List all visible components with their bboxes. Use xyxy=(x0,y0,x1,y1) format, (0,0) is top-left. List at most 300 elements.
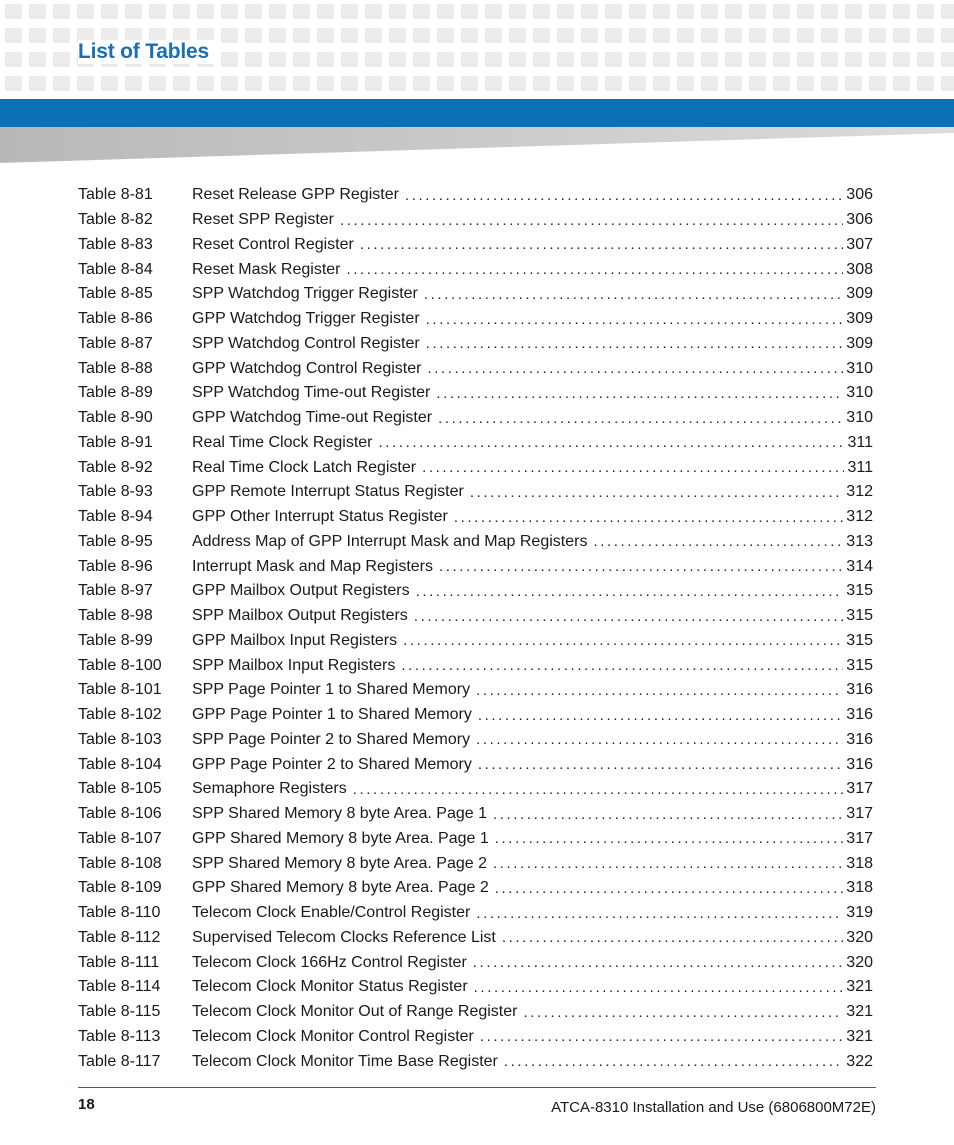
grid-cell xyxy=(389,28,406,43)
grid-cell xyxy=(461,52,478,67)
toc-entry-number: Table 8-88 xyxy=(78,359,153,377)
toc-entry-page: 317 xyxy=(846,780,873,798)
toc-entry-leader xyxy=(493,806,843,823)
toc-entry-page: 315 xyxy=(846,582,873,600)
grid-cell xyxy=(461,76,478,91)
toc-entry-number: Table 8-86 xyxy=(78,310,153,328)
toc-entry[interactable] xyxy=(78,480,873,505)
grid-cell xyxy=(581,4,598,19)
toc-entry-leader xyxy=(426,311,844,328)
grid-cell xyxy=(557,52,574,67)
grid-cell xyxy=(485,76,502,91)
grid-cell xyxy=(677,52,694,67)
toc-entry[interactable] xyxy=(78,728,873,753)
grid-cell xyxy=(701,52,718,67)
toc-entry[interactable] xyxy=(78,455,873,480)
header-blue-band xyxy=(0,99,954,127)
toc-entry-page: 316 xyxy=(846,755,873,773)
toc-entry-leader xyxy=(426,335,844,352)
grid-cell xyxy=(893,4,910,19)
toc-entry-leader xyxy=(478,707,843,724)
toc-entry-title: GPP Page Pointer 2 to Shared Memory xyxy=(192,755,472,773)
grid-cell xyxy=(53,76,70,91)
grid-cell xyxy=(845,28,862,43)
toc-entry-leader xyxy=(593,533,843,550)
grid-cell xyxy=(605,4,622,19)
toc-entry-leader xyxy=(379,434,845,451)
grid-cell xyxy=(773,28,790,43)
grid-cell xyxy=(269,4,286,19)
toc-entry-number: Table 8-85 xyxy=(78,285,153,303)
toc-entry-leader xyxy=(470,484,843,501)
grid-cell xyxy=(533,52,550,67)
grid-cell xyxy=(317,52,334,67)
grid-cell xyxy=(413,76,430,91)
toc-entry-title: SPP Mailbox Input Registers xyxy=(192,656,396,674)
grid-cell xyxy=(413,4,430,19)
toc-entry-page: 320 xyxy=(846,953,873,971)
page-title: List of Tables xyxy=(78,40,215,64)
grid-cell xyxy=(365,76,382,91)
toc-entry[interactable] xyxy=(78,381,873,406)
toc-entry[interactable] xyxy=(78,307,873,332)
toc-entry[interactable] xyxy=(78,406,873,431)
grid-cell xyxy=(269,76,286,91)
toc-entry-number: Table 8-112 xyxy=(78,928,161,946)
toc-entry-leader xyxy=(401,657,843,674)
grid-cell xyxy=(797,76,814,91)
toc-entry-number: Table 8-104 xyxy=(78,755,162,773)
grid-cell xyxy=(221,52,238,67)
toc-entry-number: Table 8-110 xyxy=(78,904,161,922)
toc-entry[interactable] xyxy=(78,975,873,1000)
toc-entry-page: 315 xyxy=(846,656,873,674)
grid-cell xyxy=(365,52,382,67)
grid-cell xyxy=(485,28,502,43)
toc-entry-title: GPP Watchdog Time-out Register xyxy=(192,409,433,427)
grid-cell xyxy=(701,28,718,43)
grid-cell xyxy=(533,28,550,43)
toc-entry-page: 313 xyxy=(846,532,873,550)
toc-entry-title: GPP Shared Memory 8 byte Area. Page 1 xyxy=(192,829,489,847)
grid-cell xyxy=(653,28,670,43)
toc-entry[interactable] xyxy=(78,282,873,307)
toc-entry-leader xyxy=(476,682,843,699)
grid-cell xyxy=(29,76,46,91)
toc-entry[interactable] xyxy=(78,505,873,530)
toc-entry-title: Reset SPP Register xyxy=(192,211,334,229)
grid-cell xyxy=(221,28,238,43)
grid-cell xyxy=(917,52,934,67)
toc-entry-page: 307 xyxy=(846,235,873,253)
grid-cell xyxy=(653,4,670,19)
toc-entry-number: Table 8-108 xyxy=(78,854,162,872)
grid-cell xyxy=(533,4,550,19)
grid-cell xyxy=(797,28,814,43)
toc-entry-number: Table 8-96 xyxy=(78,557,153,575)
toc-entry-title: SPP Page Pointer 2 to Shared Memory xyxy=(192,730,471,748)
toc-entry[interactable] xyxy=(78,356,873,381)
grid-cell xyxy=(389,4,406,19)
grid-cell xyxy=(725,76,742,91)
toc-entry-page: 321 xyxy=(846,978,873,996)
grid-cell xyxy=(125,76,142,91)
toc-entry-leader xyxy=(438,410,843,427)
footer-document-title: ATCA-8310 Installation and Use (6806800M72E) xyxy=(551,1099,876,1116)
toc-entry-leader xyxy=(360,236,843,253)
grid-cell xyxy=(845,52,862,67)
toc-entry-leader xyxy=(405,187,843,204)
grid-cell xyxy=(605,52,622,67)
grid-cell xyxy=(317,76,334,91)
toc-entry[interactable] xyxy=(78,183,873,208)
toc-entry-leader xyxy=(476,731,843,748)
toc-entry-page: 306 xyxy=(846,186,873,204)
toc-entry-leader xyxy=(454,509,843,526)
toc-entry-number: Table 8-105 xyxy=(78,780,162,798)
header-gray-wedge xyxy=(0,127,954,163)
grid-cell xyxy=(317,28,334,43)
grid-cell xyxy=(677,28,694,43)
toc-entry-title: GPP Mailbox Output Registers xyxy=(192,582,410,600)
grid-cell xyxy=(677,76,694,91)
toc-entry-leader xyxy=(416,583,844,600)
grid-cell xyxy=(53,52,70,67)
grid-cell xyxy=(629,4,646,19)
toc-entry-title: GPP Remote Interrupt Status Register xyxy=(192,483,464,501)
grid-cell xyxy=(869,4,886,19)
toc-entry-title: Telecom Clock Enable/Control Register xyxy=(192,904,471,922)
toc-entry-title: SPP Shared Memory 8 byte Area. Page 2 xyxy=(192,854,487,872)
grid-cell xyxy=(341,52,358,67)
grid-cell xyxy=(653,52,670,67)
toc-entry[interactable] xyxy=(78,233,873,258)
toc-entry-number: Table 8-100 xyxy=(78,656,162,674)
grid-cell xyxy=(341,76,358,91)
grid-cell xyxy=(917,4,934,19)
toc-entry-number: Table 8-91 xyxy=(78,433,153,451)
toc-entry-title: Telecom Clock Monitor Time Base Register xyxy=(192,1052,498,1070)
toc-entry[interactable] xyxy=(78,777,873,802)
grid-cell xyxy=(245,4,262,19)
toc-entry-leader xyxy=(478,756,843,773)
grid-cell xyxy=(293,52,310,67)
toc-entry-title: GPP Mailbox Input Registers xyxy=(192,631,398,649)
grid-cell xyxy=(509,52,526,67)
grid-cell xyxy=(749,4,766,19)
grid-cell xyxy=(725,4,742,19)
toc-entry-leader xyxy=(439,558,843,575)
grid-cell xyxy=(821,28,838,43)
grid-cell xyxy=(677,4,694,19)
toc-entry[interactable] xyxy=(78,604,873,629)
grid-cell xyxy=(533,76,550,91)
grid-cell xyxy=(749,52,766,67)
toc-entry-leader xyxy=(495,830,844,847)
toc-entry[interactable] xyxy=(78,257,873,282)
grid-cell xyxy=(509,76,526,91)
grid-cell xyxy=(893,52,910,67)
grid-cell xyxy=(725,52,742,67)
grid-cell xyxy=(821,76,838,91)
grid-cell xyxy=(389,52,406,67)
grid-cell xyxy=(53,4,70,19)
toc-entry-title: Supervised Telecom Clocks Reference List xyxy=(192,928,496,946)
grid-cell xyxy=(605,28,622,43)
toc-entry-title: GPP Watchdog Control Register xyxy=(192,359,422,377)
toc-entry-leader xyxy=(353,781,844,798)
toc-entry-leader xyxy=(347,261,844,278)
grid-cell xyxy=(509,4,526,19)
toc-entry-number: Table 8-84 xyxy=(78,260,153,278)
grid-cell xyxy=(149,4,166,19)
grid-cell xyxy=(341,4,358,19)
toc-entry-page: 310 xyxy=(846,384,873,402)
grid-cell xyxy=(293,28,310,43)
toc-entry-leader xyxy=(436,385,843,402)
toc-entry-page: 309 xyxy=(846,285,873,303)
grid-cell xyxy=(437,4,454,19)
toc-entry[interactable] xyxy=(78,629,873,654)
toc-entry[interactable] xyxy=(78,431,873,456)
toc-entry-title: SPP Watchdog Time-out Register xyxy=(192,384,431,402)
toc-entry-number: Table 8-114 xyxy=(78,978,161,996)
toc-entry[interactable] xyxy=(78,653,873,678)
grid-cell xyxy=(821,4,838,19)
toc-entry-number: Table 8-90 xyxy=(78,409,153,427)
toc-entry-title: Semaphore Registers xyxy=(192,780,347,798)
grid-cell xyxy=(797,4,814,19)
grid-cell xyxy=(293,4,310,19)
toc-entry-number: Table 8-95 xyxy=(78,532,153,550)
grid-cell xyxy=(773,4,790,19)
grid-cell xyxy=(77,4,94,19)
toc-entry[interactable] xyxy=(78,703,873,728)
toc-entry[interactable] xyxy=(78,950,873,975)
grid-cell xyxy=(437,52,454,67)
toc-entry-leader xyxy=(474,979,844,996)
grid-cell xyxy=(725,28,742,43)
toc-entry-number: Table 8-107 xyxy=(78,829,162,847)
toc-entry-title: Real Time Clock Register xyxy=(192,433,373,451)
grid-cell xyxy=(245,28,262,43)
grid-cell xyxy=(869,76,886,91)
toc-entry-page: 309 xyxy=(846,310,873,328)
grid-cell xyxy=(869,28,886,43)
grid-cell xyxy=(485,52,502,67)
grid-cell xyxy=(29,28,46,43)
grid-cell xyxy=(173,4,190,19)
toc-entry-number: Table 8-94 xyxy=(78,508,153,526)
grid-cell xyxy=(5,52,22,67)
toc-entry-number: Table 8-97 xyxy=(78,582,153,600)
grid-cell xyxy=(293,76,310,91)
toc-entry-leader xyxy=(422,459,844,476)
grid-cell xyxy=(893,28,910,43)
toc-entry[interactable] xyxy=(78,530,873,555)
grid-cell xyxy=(341,28,358,43)
toc-entry-page: 315 xyxy=(846,631,873,649)
grid-cell xyxy=(365,4,382,19)
grid-cell xyxy=(485,4,502,19)
grid-cell xyxy=(461,4,478,19)
grid-cell xyxy=(221,4,238,19)
grid-cell xyxy=(269,52,286,67)
grid-cell xyxy=(917,76,934,91)
toc-entry-title: Address Map of GPP Interrupt Mask and Map Registers xyxy=(192,532,588,550)
footer-rule xyxy=(78,1087,876,1088)
toc-entry[interactable] xyxy=(78,926,873,951)
toc-entry[interactable] xyxy=(78,579,873,604)
grid-cell xyxy=(269,28,286,43)
toc-entry-page: 312 xyxy=(846,483,873,501)
toc-entry-page: 317 xyxy=(846,805,873,823)
grid-cell xyxy=(365,28,382,43)
toc-entry[interactable] xyxy=(78,851,873,876)
toc-entry-leader xyxy=(414,608,843,625)
toc-entry[interactable] xyxy=(78,876,873,901)
toc-entry-number: Table 8-115 xyxy=(78,1003,161,1021)
toc-entry-number: Table 8-89 xyxy=(78,384,153,402)
toc-entry-page: 316 xyxy=(846,730,873,748)
toc-entry[interactable] xyxy=(78,1025,873,1050)
toc-entry-title: Telecom Clock 166Hz Control Register xyxy=(192,953,467,971)
grid-cell xyxy=(29,52,46,67)
grid-cell xyxy=(557,76,574,91)
toc-entry-title: GPP Shared Memory 8 byte Area. Page 2 xyxy=(192,879,489,897)
grid-cell xyxy=(5,4,22,19)
toc-entry-page: 320 xyxy=(846,928,873,946)
toc-entry-page: 316 xyxy=(846,681,873,699)
toc-entry-page: 319 xyxy=(846,904,873,922)
toc-entry-page: 311 xyxy=(847,458,873,476)
grid-cell xyxy=(5,76,22,91)
toc-entry-title: SPP Page Pointer 1 to Shared Memory xyxy=(192,681,471,699)
toc-entry-number: Table 8-103 xyxy=(78,730,162,748)
toc-entry-leader xyxy=(403,632,843,649)
toc-entry[interactable] xyxy=(78,1000,873,1025)
toc-entry-title: Reset Release GPP Register xyxy=(192,186,399,204)
toc-entry-title: SPP Watchdog Trigger Register xyxy=(192,285,418,303)
toc-entry-page: 310 xyxy=(846,409,873,427)
grid-cell xyxy=(701,76,718,91)
grid-cell xyxy=(629,28,646,43)
toc-entry-title: Real Time Clock Latch Register xyxy=(192,458,417,476)
toc-entry-page: 312 xyxy=(846,508,873,526)
toc-entry[interactable] xyxy=(78,802,873,827)
grid-cell xyxy=(461,28,478,43)
grid-cell xyxy=(581,76,598,91)
toc-entry-number: Table 8-87 xyxy=(78,334,153,352)
toc-entry-number: Table 8-113 xyxy=(78,1027,161,1045)
toc-entry-page: 322 xyxy=(846,1052,873,1070)
grid-cell xyxy=(245,52,262,67)
grid-cell xyxy=(197,76,214,91)
grid-cell xyxy=(389,76,406,91)
toc-entry-title: GPP Other Interrupt Status Register xyxy=(192,508,448,526)
grid-cell xyxy=(125,4,142,19)
toc-entry-title: Reset Mask Register xyxy=(192,260,341,278)
toc-entry[interactable] xyxy=(78,827,873,852)
grid-cell xyxy=(629,76,646,91)
grid-cell xyxy=(197,4,214,19)
grid-cell xyxy=(869,52,886,67)
toc-entry[interactable] xyxy=(78,901,873,926)
footer-page-number: 18 xyxy=(78,1096,95,1113)
toc-entry-leader xyxy=(424,286,843,303)
toc-entry-page: 306 xyxy=(846,211,873,229)
grid-cell xyxy=(101,4,118,19)
toc-entry-number: Table 8-101 xyxy=(78,681,162,699)
toc-entry-title: Telecom Clock Monitor Status Register xyxy=(192,978,468,996)
toc-entry-number: Table 8-109 xyxy=(78,879,162,897)
toc-entry-number: Table 8-92 xyxy=(78,458,153,476)
grid-cell xyxy=(605,76,622,91)
toc-entry-page: 309 xyxy=(846,334,873,352)
grid-cell xyxy=(941,52,954,67)
grid-cell xyxy=(845,4,862,19)
toc-entry-page: 316 xyxy=(846,706,873,724)
grid-cell xyxy=(629,52,646,67)
grid-cell xyxy=(797,52,814,67)
toc-entry-page: 315 xyxy=(846,607,873,625)
grid-cell xyxy=(5,28,22,43)
toc-entry-number: Table 8-117 xyxy=(78,1052,161,1070)
toc-entry-title: GPP Watchdog Trigger Register xyxy=(192,310,420,328)
grid-cell xyxy=(29,4,46,19)
toc-entry-title: Reset Control Register xyxy=(192,235,354,253)
toc-entry-number: Table 8-99 xyxy=(78,631,153,649)
toc-entry-number: Table 8-83 xyxy=(78,235,153,253)
grid-cell xyxy=(173,76,190,91)
toc-entry-leader xyxy=(523,1004,843,1021)
grid-cell xyxy=(653,76,670,91)
toc-entry-title: Telecom Clock Monitor Out of Range Register xyxy=(192,1003,518,1021)
grid-cell xyxy=(509,28,526,43)
toc-entry-leader xyxy=(473,954,844,971)
toc-entry[interactable] xyxy=(78,752,873,777)
toc-entry-leader xyxy=(480,1028,843,1045)
toc-entry[interactable] xyxy=(78,554,873,579)
toc-entry-number: Table 8-106 xyxy=(78,805,162,823)
toc-entry-leader xyxy=(476,905,843,922)
toc-entry-number: Table 8-98 xyxy=(78,607,153,625)
toc-entry-page: 311 xyxy=(847,433,873,451)
toc-entry[interactable] xyxy=(78,678,873,703)
toc-entry-title: Telecom Clock Monitor Control Register xyxy=(192,1027,474,1045)
toc-entry[interactable] xyxy=(78,208,873,233)
toc-entry-leader xyxy=(340,212,843,229)
grid-cell xyxy=(317,4,334,19)
grid-cell xyxy=(221,76,238,91)
grid-cell xyxy=(941,28,954,43)
toc-entry[interactable] xyxy=(78,1049,873,1074)
toc-entry-title: GPP Page Pointer 1 to Shared Memory xyxy=(192,706,472,724)
toc-entry-page: 314 xyxy=(846,557,873,575)
grid-cell xyxy=(557,28,574,43)
grid-cell xyxy=(557,4,574,19)
grid-cell xyxy=(773,76,790,91)
grid-cell xyxy=(581,28,598,43)
toc-entry-leader xyxy=(502,929,843,946)
toc-entry[interactable] xyxy=(78,332,873,357)
toc-entry-leader xyxy=(504,1053,843,1070)
grid-cell xyxy=(917,28,934,43)
grid-cell xyxy=(245,76,262,91)
toc-entry-title: SPP Watchdog Control Register xyxy=(192,334,420,352)
grid-cell xyxy=(437,28,454,43)
grid-cell xyxy=(437,76,454,91)
